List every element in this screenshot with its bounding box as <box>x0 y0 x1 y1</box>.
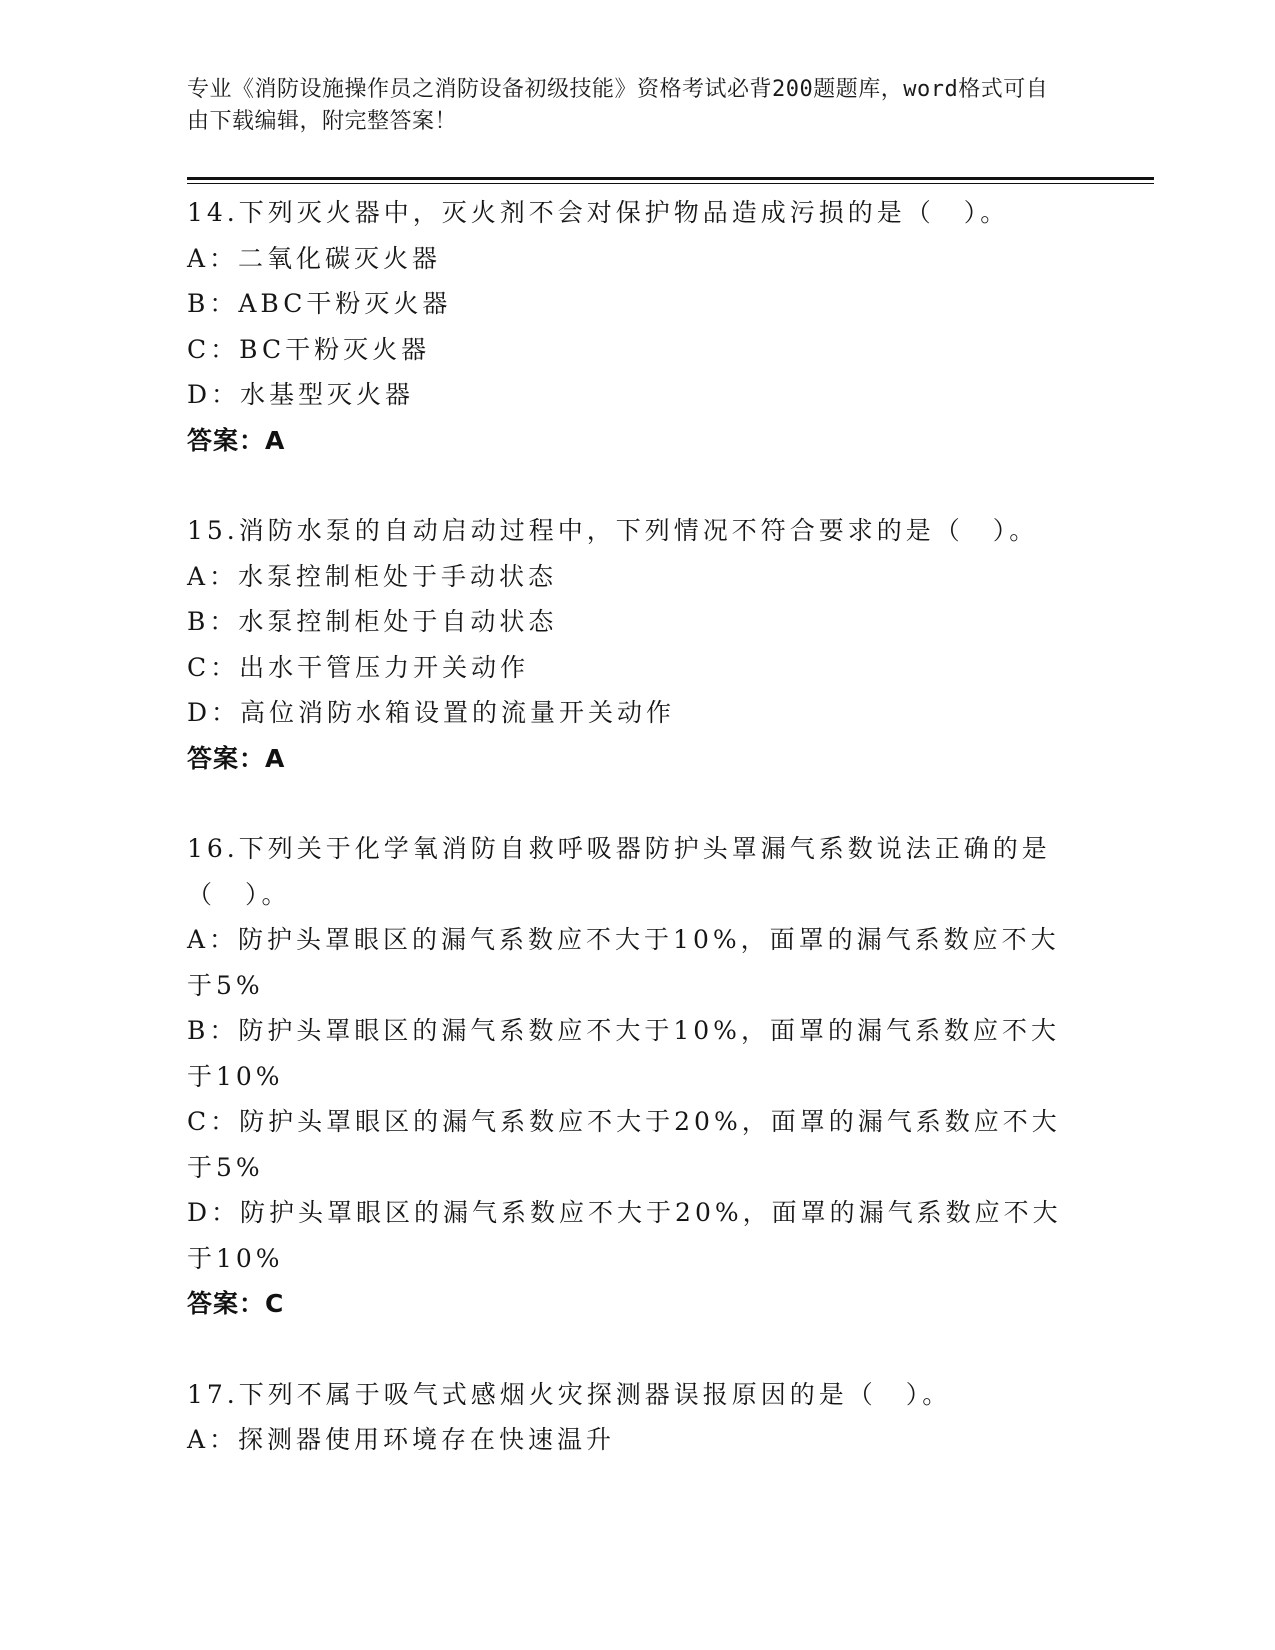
answer: 答案：C <box>187 1289 285 1318</box>
question-stem: 15.消防水泵的自动启动过程中，下列情况不符合要求的是（ ）。 <box>187 516 1039 545</box>
question-16 <box>187 826 1087 1327</box>
option-b: B：ABC干粉灭火器 <box>187 289 452 318</box>
question-stem: 17.下列不属于吸气式感烟火灾探测器误报原因的是（ ）。 <box>187 1379 952 1409</box>
option-a: A：水泵控制柜处于手动状态 <box>187 561 558 591</box>
question-17 <box>187 1372 1087 1463</box>
option-d: D：高位消防水箱设置的流量开关动作 <box>187 698 676 727</box>
answer: 答案：A <box>187 425 286 455</box>
document-header: 专业《消防设施操作员之消防设备初级技能》资格考试必背200题题库，word格式可自由下载编辑，附完整答案！ <box>187 77 1049 134</box>
option-b: B：防护头罩眼区的漏气系数应不大于10%，面罩的漏气系数应不大于10% <box>187 1016 1060 1091</box>
question-stem: 16.下列关于化学氧消防自救呼吸器防护头罩漏气系数说法正确的是（ ）。 <box>187 834 1051 909</box>
question-15 <box>187 508 1087 781</box>
option-d: D：防护头罩眼区的漏气系数应不大于20%，面罩的漏气系数应不大于10% <box>187 1198 1062 1273</box>
header-rule-thin <box>187 183 1154 184</box>
header-rule-thick <box>187 177 1154 180</box>
answer: 答案：A <box>187 743 286 773</box>
option-c: C：BC干粉灭火器 <box>187 334 431 364</box>
question-14 <box>187 190 1087 463</box>
option-a: A：探测器使用环境存在快速温升 <box>187 1425 616 1454</box>
option-c: C：防护头罩眼区的漏气系数应不大于20%，面罩的漏气系数应不大于5% <box>187 1107 1061 1182</box>
option-d: D：水基型灭火器 <box>187 380 415 409</box>
option-c: C：出水干管压力开关动作 <box>187 652 530 682</box>
option-a: A：防护头罩眼区的漏气系数应不大于10%，面罩的漏气系数应不大于5% <box>187 925 1060 1000</box>
option-a: A：二氧化碳灭火器 <box>187 243 442 273</box>
question-list <box>187 190 1087 1508</box>
question-stem: 14.下列灭火器中，灭火剂不会对保护物品造成污损的是（ ）。 <box>187 198 1010 227</box>
option-b: B：水泵控制柜处于自动状态 <box>187 607 558 636</box>
